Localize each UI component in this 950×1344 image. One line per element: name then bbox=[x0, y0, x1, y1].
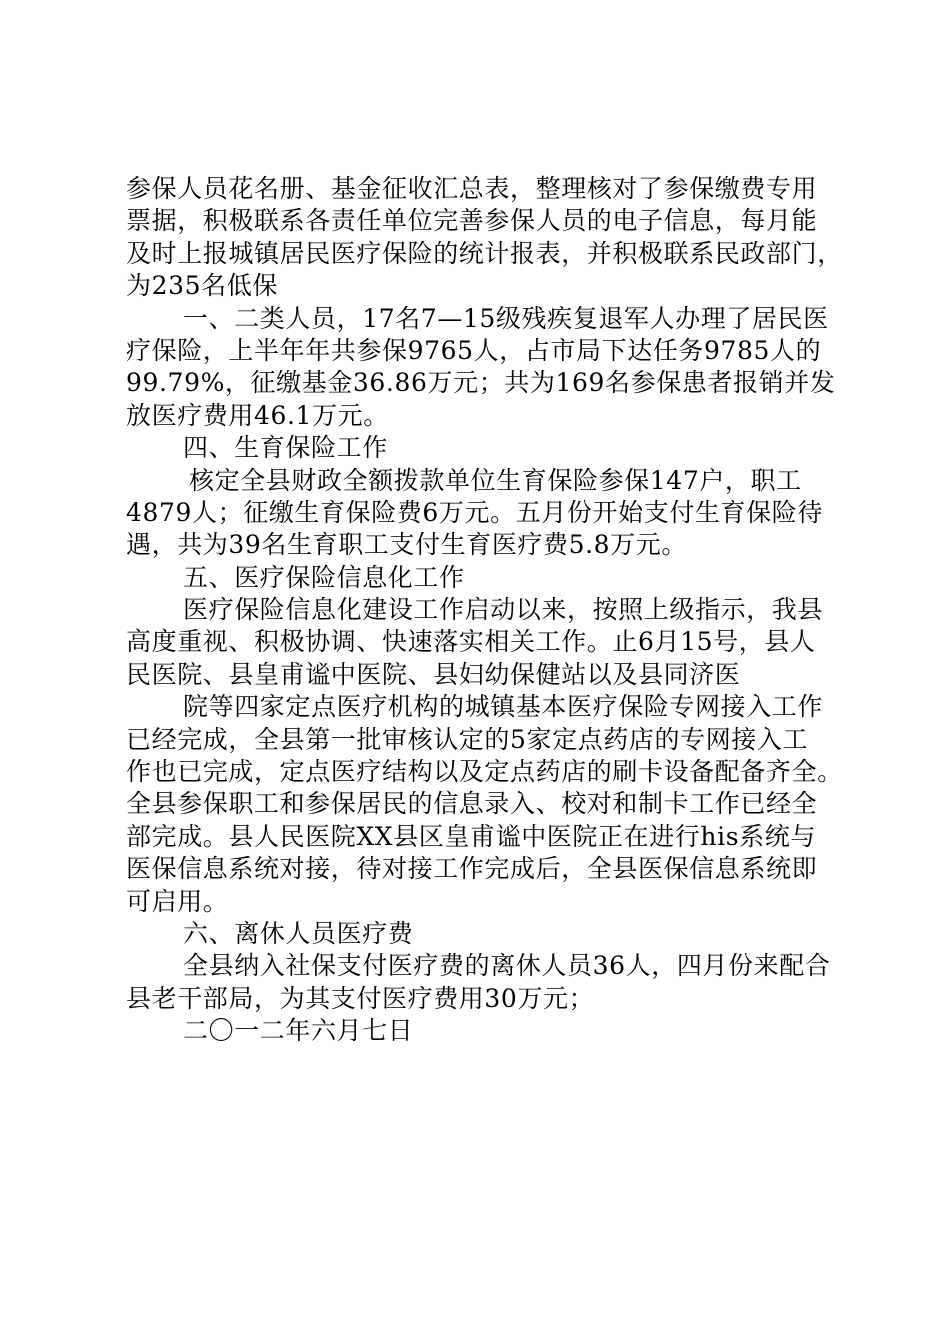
paragraph-line: 部完成。县人民医院XX县区皇甫谧中医院正在进行his系统与 bbox=[126, 821, 816, 851]
section-heading: 六、离休人员医疗费 bbox=[183, 918, 414, 948]
section-heading: 四、生育保险工作 bbox=[183, 433, 388, 463]
document-date: 二〇一二年六月七日 bbox=[183, 1016, 414, 1046]
paragraph-line: 为235名低保 bbox=[126, 271, 278, 301]
paragraph-line: 参保人员花名册、基金征收汇总表，整理核对了参保缴费专用 bbox=[126, 174, 818, 203]
paragraph-line: 高度重视、积极协调、快速落实相关工作。止6月15号，县人 bbox=[126, 627, 816, 657]
paragraph-line: 票据，积极联系各责任单位完善参保人员的电子信息，每月能 bbox=[126, 206, 818, 236]
paragraph-line: 可启用。 bbox=[126, 886, 229, 916]
paragraph-line: 全县参保职工和参保居民的信息录入、校对和制卡工作已经全 bbox=[126, 789, 818, 819]
document-body bbox=[126, 173, 843, 1048]
paragraph-line: 民医院、县皇甫谧中医院、县妇幼保健站以及县同济医 bbox=[126, 659, 741, 689]
paragraph-line: 一、二类人员，17名7—15级残疾复退军人办理了居民医 bbox=[183, 303, 829, 333]
paragraph-line: 已经完成，全县第一批审核认定的5家定点药店的专网接入工 bbox=[126, 724, 809, 754]
paragraph-line: 99.79%，征缴基金36.86万元；共为169名参保患者报销并发 bbox=[126, 368, 836, 398]
paragraph-line: 放医疗费用46.1万元。 bbox=[126, 400, 389, 430]
paragraph-line: 医疗保险信息化建设工作启动以来，按照上级指示，我县 bbox=[183, 595, 824, 625]
paragraph-line: 医保信息系统对接，待对接工作完成后，全县医保信息系统即 bbox=[126, 854, 818, 884]
paragraph-line: 院等四家定点医疗机构的城镇基本医疗保险专网接入工作 bbox=[183, 692, 824, 722]
section-heading: 五、医疗保险信息化工作 bbox=[183, 562, 465, 592]
paragraph-line: 及时上报城镇居民医疗保险的统计报表，并积极联系民政部门， bbox=[126, 238, 843, 268]
paragraph-line: 遇，共为39名生育职工支付生育医疗费5.8万元。 bbox=[126, 530, 687, 560]
paragraph-line: 疗保险，上半年年共参保9765人，占市局下达任务9785人的 bbox=[126, 335, 822, 365]
paragraph-line: 作也已完成，定点医疗结构以及定点药店的刷卡设备配备齐全。 bbox=[126, 757, 843, 787]
paragraph-line: 全县纳入社保支付医疗费的离休人员36人，四月份来配合 bbox=[183, 951, 831, 981]
paragraph-line: 核定全县财政全额拨款单位生育保险参保147户，职工 bbox=[189, 465, 802, 495]
paragraph-line: 4879人；征缴生育保险费6万元。五月份开始支付生育保险待 bbox=[126, 497, 823, 527]
paragraph-line: 县老干部局，为其支付医疗费用30万元； bbox=[126, 983, 595, 1013]
